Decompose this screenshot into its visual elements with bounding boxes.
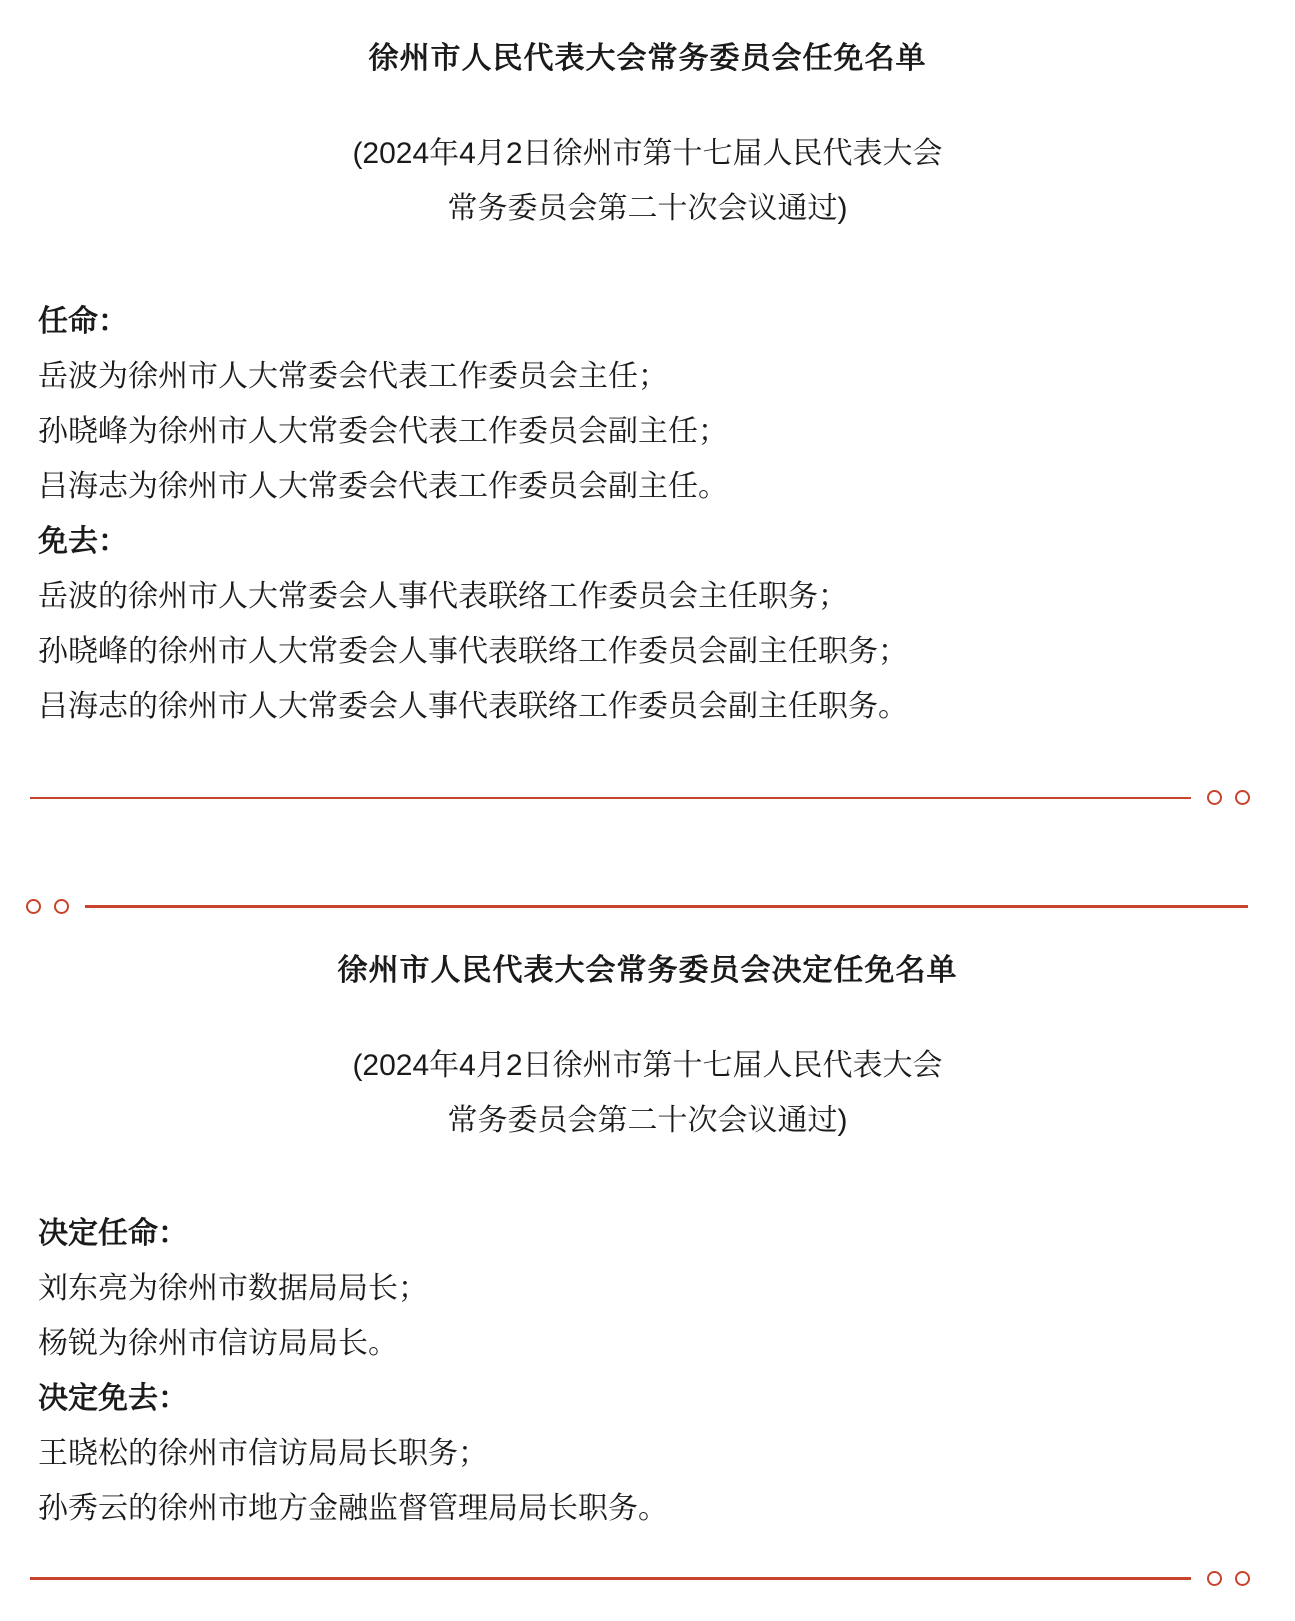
appointment-line: 吕海志为徐州市人大常委会代表工作委员会副主任。 [38,470,728,503]
section-divider-bottom [30,790,1250,805]
divider-dot-icon [1207,790,1222,805]
divider-rule [30,1577,1191,1580]
removal-line: 吕海志的徐州市人大常委会人事代表联络工作委员会副主任职务。 [38,690,908,723]
removal-line: 孙秀云的徐州市地方金融监督管理局局长职务。 [38,1492,668,1525]
remove-label: 免去： [38,525,128,558]
removal-line: 王晓松的徐州市信访局局长职务； [38,1437,488,1470]
appointment-line: 岳波为徐州市人大常委会代表工作委员会主任； [38,360,668,393]
appoint-label: 任命： [38,305,128,338]
removal-line: 孙晓峰的徐州市人大常委会人事代表联络工作委员会副主任职务； [38,635,908,668]
section-1-date [38,126,1257,236]
section-decided-list [0,914,1295,1536]
date-line-1: (2024年4月2日徐州市第十七届人民代表大会 [352,1049,943,1082]
section-divider-bottom [30,1571,1250,1586]
appointment-line: 孙晓峰为徐州市人大常委会代表工作委员会副主任； [38,415,728,448]
divider-dot-icon [1207,1571,1222,1586]
divider-dot-icon [54,899,69,914]
decide-appoint-label: 决定任命： [38,1217,188,1250]
date-line-2: 常务委员会第二十次会议通过) [447,192,848,225]
date-line-1: (2024年4月2日徐州市第十七届人民代表大会 [352,137,943,170]
section-divider-top [26,899,1248,914]
section-appointment-list [0,0,1295,734]
appointment-line: 杨锐为徐州市信访局局长。 [38,1327,398,1360]
divider-dot-icon [26,899,41,914]
section-2-date [38,1038,1257,1148]
divider-dot-icon [1235,790,1250,805]
decide-remove-label: 决定免去： [38,1382,188,1415]
section-1-title: 徐州市人民代表大会常务委员会任免名单 [368,42,927,75]
section-2-body [38,1206,1257,1536]
section-1-body [38,294,1257,734]
divider-rule [85,905,1248,908]
divider-rule [30,797,1191,799]
removal-line: 岳波的徐州市人大常委会人事代表联络工作委员会主任职务； [38,580,848,613]
section-2-title: 徐州市人民代表大会常务委员会决定任免名单 [337,954,958,987]
divider-dot-icon [1235,1571,1250,1586]
date-line-2: 常务委员会第二十次会议通过) [447,1104,848,1137]
appointment-line: 刘东亮为徐州市数据局局长； [38,1272,428,1305]
